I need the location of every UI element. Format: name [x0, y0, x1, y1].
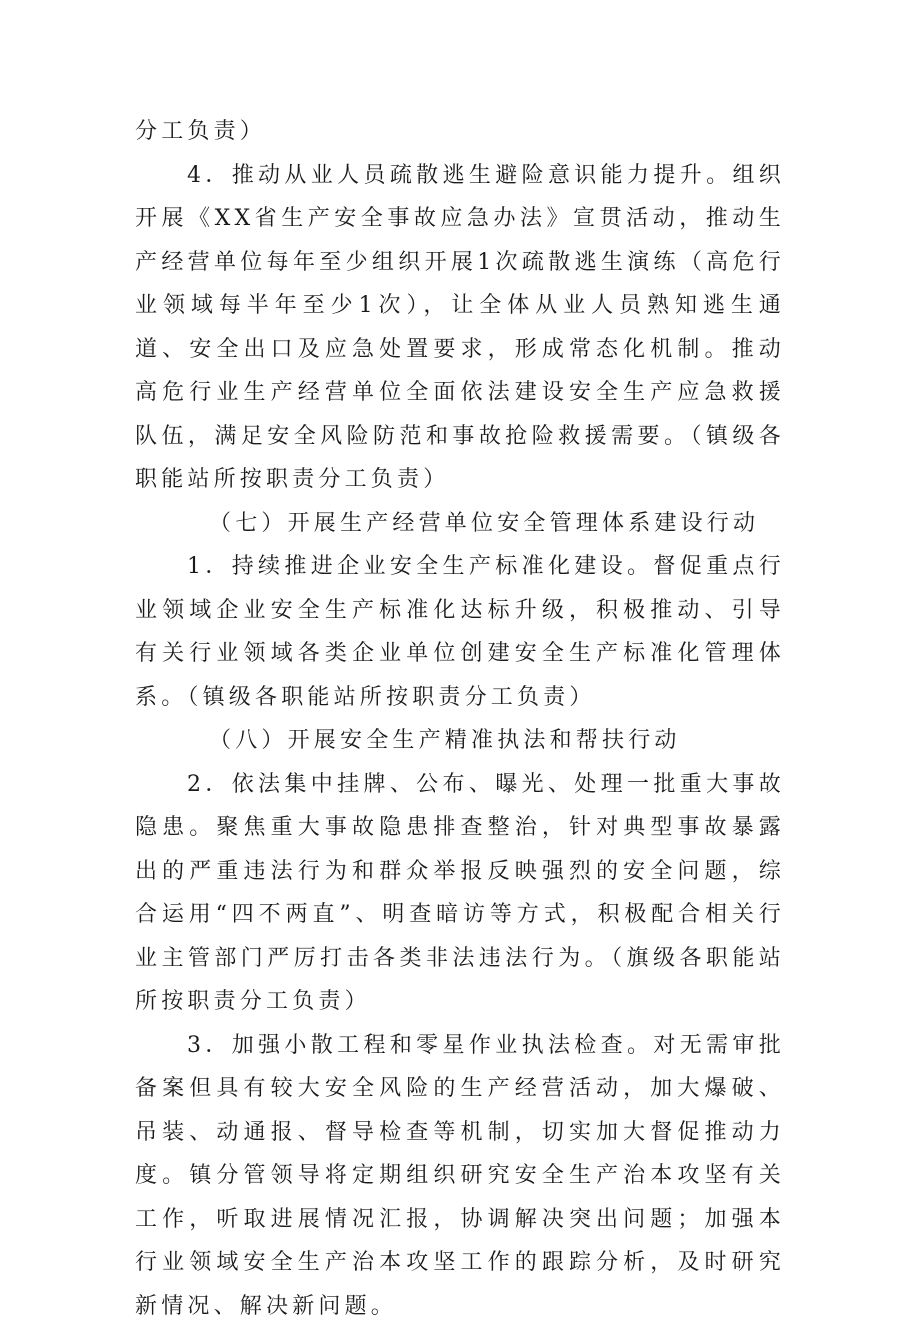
item-3-lead: 3．加强小散工程和零星作业执法检查。	[187, 1033, 653, 1058]
section-8-heading: （八）开展安全生产精准执法和帮扶行动	[135, 719, 785, 763]
document-body	[135, 110, 785, 1328]
item-2-paragraph	[135, 763, 785, 1024]
item-1-paragraph	[135, 545, 785, 719]
item-1-lead: 1．持续推进企业安全生产标准化建设。	[187, 554, 653, 579]
item-1-text: 督促重点行业领域企业安全生产标准化达标升级，积极推动、引导有关行业领域各类企业单位创建安全生产标准化管理体系。（镇级各职能站所按职责分工负责）	[135, 554, 785, 710]
item-4-lead: 4．推动从业人员疏散逃生避险意识能力提升。	[187, 163, 732, 188]
item-3-text: 对无需审批备案但具有较大安全风险的生产经营活动，加大爆破、吊装、动通报、督导检查等机制，切实加大督促推动力度。镇分管领导将定期组织研究安全生产治本攻坚有关工作，听取进展情况汇报，协调解决突出问题；加强本行业领域安全生产治本攻坚工作的跟踪分析，及时研究新情况、解决新问题。	[135, 1033, 785, 1319]
item-3-paragraph	[135, 1024, 785, 1328]
item-2-lead: 2．依法集中挂牌、公布、曝光、处理一批重大事故隐患。	[135, 772, 785, 841]
item-2-text: 聚焦重大事故隐患排查整治，针对典型事故暴露出的严重违法行为和群众举报反映强烈的安全问题，综合运用“四不两直”、明查暗访等方式，积极配合相关行业主管部门严厉打击各类非法违法行为。（旗级各职能站所按职责分工负责）	[135, 815, 785, 1014]
section-7-heading: （七）开展生产经营单位安全管理体系建设行动	[135, 502, 785, 546]
continuation-paragraph: 分工负责）	[135, 110, 785, 154]
item-4-text: 组织开展《XX省生产安全事故应急办法》宣贯活动，推动生产经营单位每年至少组织开展1次疏散逃生演练（高危行业领域每半年至少1次），让全体从业人员熟知逃生通道、安全出口及应急处置要求，形成常态化机制。推动高危行业生产经营单位全面依法建设安全生产应急救援队伍，满足安全风险防范和事故抢险救援需要。（镇级各职能站所按职责分工负责）	[135, 163, 785, 493]
item-4-paragraph	[135, 154, 785, 502]
